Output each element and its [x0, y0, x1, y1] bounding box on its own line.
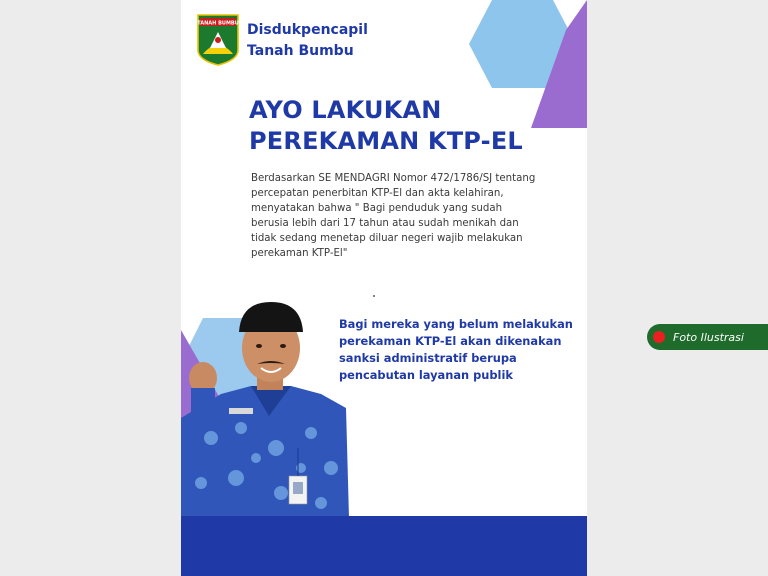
decorative-dot	[373, 295, 375, 297]
regulation-text: Berdasarkan SE MENDAGRI Nomor 472/1786/SJ tentang percepatan penerbitan KTP-El dan akta kelahiran, menyatakan bahwa " Bagi penduduk yang sudah berusia lebih dari 17 tahun atau sudah menikah dan tidak sedang menetap diluar negeri wajib melakukan perekaman KTP-El"	[251, 173, 536, 259]
org-line-2: Tanah Bumbu	[247, 43, 354, 59]
sanction-warning-text: Bagi mereka yang belum melakukan perekaman KTP-El akan dikenakan sanksi administratif berupa pencabutan layanan publik	[339, 317, 573, 382]
poster	[181, 0, 587, 576]
org-name	[247, 20, 368, 62]
logo-text: TANAH BUMBU	[197, 20, 239, 27]
photo-illustration-badge	[647, 324, 768, 350]
headline-line-1: AYO LAKUKAN	[249, 96, 442, 124]
badge-label: Foto Ilustrasi	[673, 330, 744, 344]
red-dot-icon	[653, 331, 665, 343]
headline	[249, 95, 523, 157]
footer-bar	[181, 516, 587, 576]
logo-text-overlay	[197, 14, 239, 66]
org-line-1: Disdukpencapil	[247, 22, 368, 38]
official-photo	[181, 298, 381, 518]
headline-line-2: PEREKAMAN KTP-EL	[249, 127, 523, 155]
